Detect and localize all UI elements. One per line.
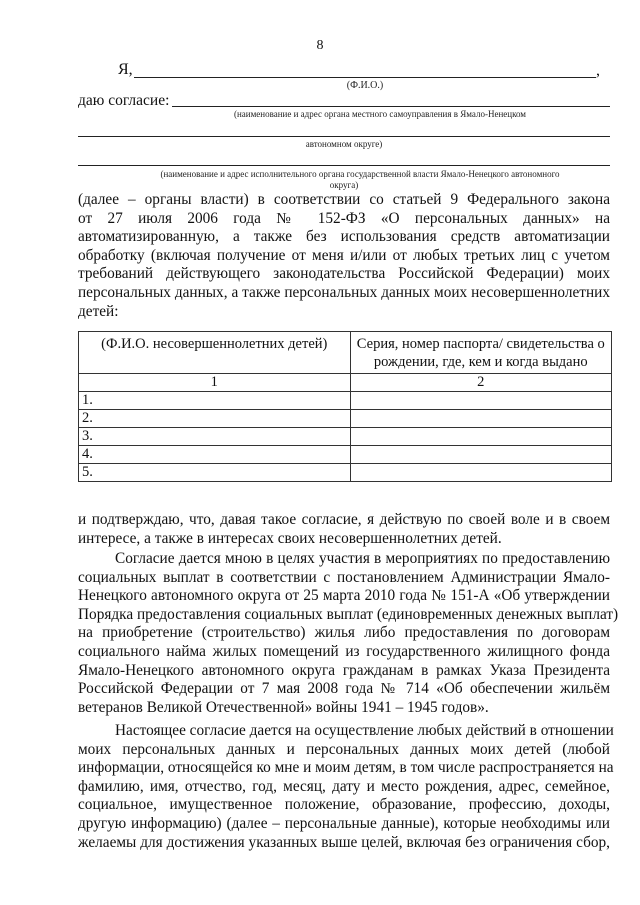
- intro-line: автоматизированную, а также без использования средств автоматизации: [78, 228, 610, 246]
- table-row: [79, 392, 612, 410]
- col-header-document: Серия, номер паспорта/ свидетельства о рождении, где, кем и когда выдано: [350, 332, 611, 374]
- purpose-line: Российской Федерации от 7 мая 2008 года № 714 «Об обеспечении жильём: [78, 680, 610, 698]
- scope-paragraph: [78, 722, 614, 852]
- table-index-row: [79, 374, 612, 392]
- scope-line: моих персональных данных и персональных данных моих детей (любой: [78, 740, 610, 758]
- consent-label: даю согласие:: [78, 92, 170, 109]
- child-fio-cell[interactable]: 3.: [79, 428, 351, 446]
- intro-line: персональных данных, а также персональных данных моих несовершеннолетних: [78, 283, 610, 301]
- table-row: [79, 428, 612, 446]
- purpose-line: Ямало-Ненецкого автономного округа гражданам в рамках Указа Президента: [78, 661, 610, 679]
- children-table: [78, 331, 612, 482]
- purpose-paragraph: [78, 550, 619, 717]
- col-index-1: 1: [79, 374, 351, 392]
- organ-line-1[interactable]: [172, 106, 610, 107]
- scope-line: фамилию, имя, отчество, год, месяц, дату и место рождения, адрес, семейное,: [78, 777, 610, 795]
- intro-line: (далее – органы власти) в соответствии со статьей 9 Федерального закона: [78, 191, 610, 208]
- fio-line[interactable]: [134, 77, 596, 78]
- intro-line: требований действующего законодательства Российской Федерации) моих: [78, 265, 610, 283]
- purpose-line: социальных выплат в соответствии с постановлением Администрации Ямало-: [78, 568, 610, 586]
- purpose-line: Порядка предоставления социальных выплат (единовременных денежных выплат): [78, 605, 619, 623]
- confirm-line: интересе, а также в интересах своих несовершеннолетних детей.: [78, 529, 502, 547]
- intro-paragraph: [78, 191, 610, 321]
- organ-line-2[interactable]: [78, 136, 610, 137]
- table-row: [79, 446, 612, 464]
- child-document-cell[interactable]: [350, 392, 611, 410]
- scope-line: другую информацию) (далее – персональные данные), которые необходимы или: [78, 814, 610, 832]
- exec-organ-line[interactable]: [78, 165, 610, 166]
- child-document-cell[interactable]: [350, 428, 611, 446]
- ya-label: Я,: [118, 61, 133, 78]
- table-header-row: [79, 332, 612, 374]
- fio-caption: (Ф.И.О.): [346, 80, 384, 91]
- child-document-cell[interactable]: [350, 464, 611, 482]
- table-row: [79, 464, 612, 482]
- child-fio-cell[interactable]: 1.: [79, 392, 351, 410]
- intro-line: детей:: [78, 302, 119, 320]
- scope-line: информации, относящейся ко мне и моим детям, в том числе распространяется на: [78, 759, 614, 777]
- child-fio-cell[interactable]: 5.: [79, 464, 351, 482]
- exec-caption-1: (наименование и адрес исполнительного органа государственной власти Ямало-Ненецкого автономного: [160, 169, 560, 179]
- child-fio-cell[interactable]: 4.: [79, 446, 351, 464]
- scope-line: социальное, имущественное положение, образование, профессию, доходы,: [78, 796, 610, 814]
- child-document-cell[interactable]: [350, 446, 611, 464]
- scope-line: желаемы для достижения указанных выше целей, включая без ограничения сбор,: [78, 833, 610, 851]
- organ-caption-2: автономном округе): [305, 139, 383, 149]
- exec-caption-2: округа): [329, 180, 359, 190]
- organ-caption-1: (наименование и адрес органа местного самоуправления в Ямало-Ненецком: [233, 109, 527, 119]
- child-fio-cell[interactable]: 2.: [79, 410, 351, 428]
- purpose-line: социального найма жилых помещений из государственного жилищного фонда: [78, 642, 610, 660]
- purpose-line: Согласие дается мною в целях участия в мероприятиях по предоставлению: [115, 550, 610, 567]
- intro-line: обработку (включая получение от меня и/или от любых третьих лиц с учетом: [78, 246, 610, 264]
- page-number: 8: [316, 38, 324, 53]
- fio-trailing-comma: ,: [596, 62, 600, 79]
- confirm-line: и подтверждаю, что, давая такое согласие, я действую по своей воле и в своем: [78, 511, 610, 528]
- scope-line: Настоящее согласие дается на осуществление любых действий в отношении: [115, 722, 614, 739]
- purpose-line: Ненецкого автономного округа от 25 марта 2010 года № 151-А «Об утверждении: [78, 587, 610, 605]
- purpose-line: ветеранов Великой Отечественной» войны 1941 – 1945 годов».: [78, 698, 489, 716]
- confirm-paragraph: [78, 511, 610, 548]
- col-index-2: 2: [350, 374, 611, 392]
- intro-line: от 27 июля 2006 года № 152-ФЗ «О персональных данных» на: [78, 209, 610, 227]
- col-header-fio: (Ф.И.О. несовершеннолетних детей): [79, 332, 351, 374]
- purpose-line: на приобретение (строительство) жилья либо предоставления по договорам: [78, 624, 610, 642]
- table-row: [79, 410, 612, 428]
- child-document-cell[interactable]: [350, 410, 611, 428]
